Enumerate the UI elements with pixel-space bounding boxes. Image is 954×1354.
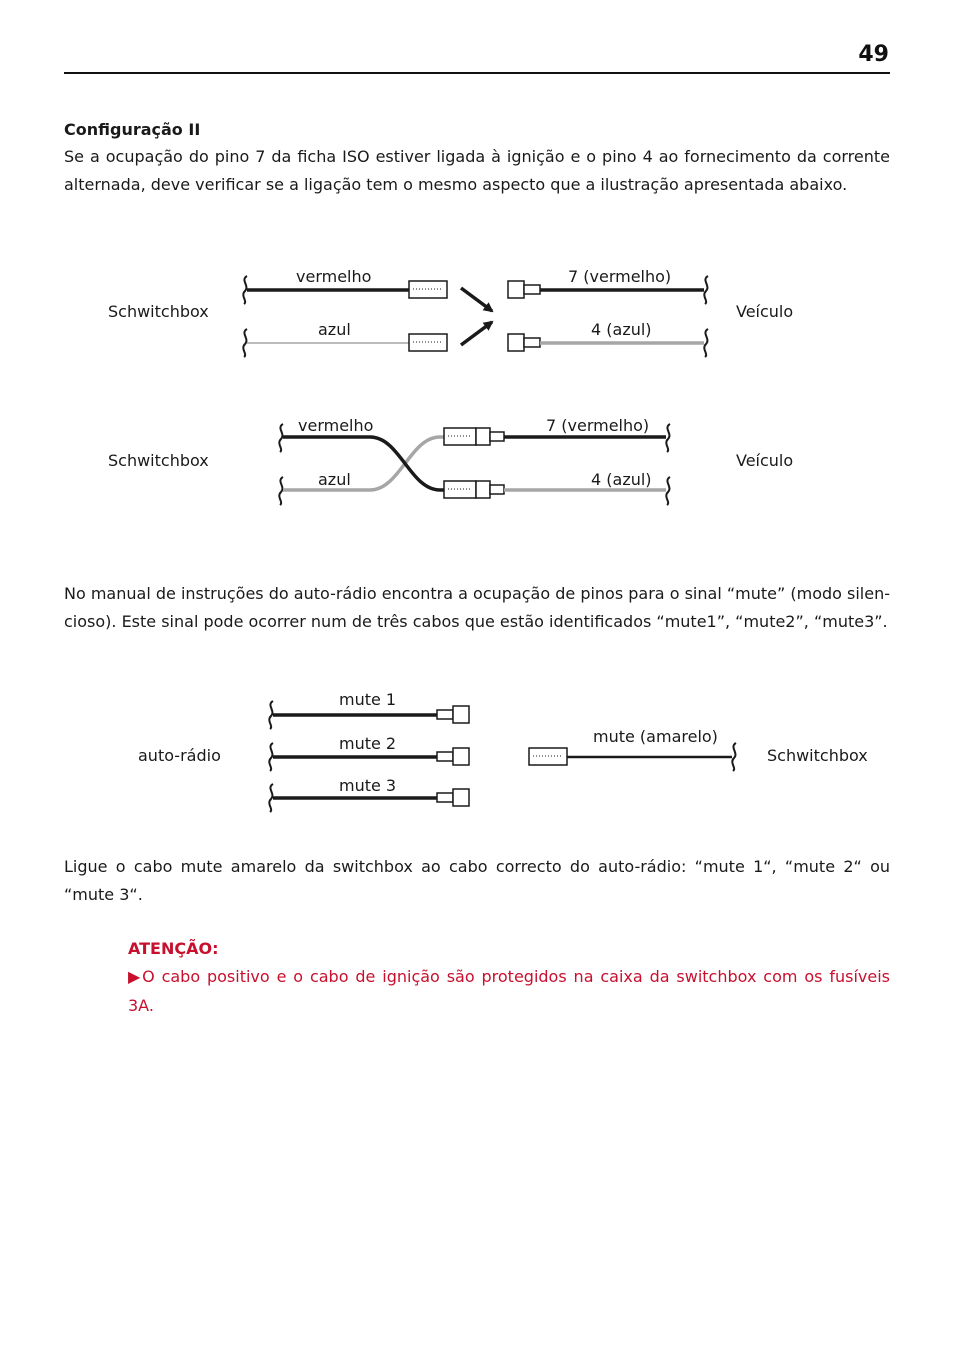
diagram-1 — [108, 267, 793, 357]
section-heading: Configuração II — [64, 120, 201, 139]
d2-connector-pin — [490, 432, 504, 441]
d1-arrow-up-icon — [461, 322, 492, 345]
d1-label-4-azul: 4 (azul) — [591, 320, 652, 339]
d1-wire-break-icon — [704, 329, 708, 357]
d3-left-label: auto-rádio — [138, 746, 221, 765]
d1-connector-pin — [524, 285, 540, 294]
d1-wire-break-icon — [243, 329, 247, 357]
mute-paragraph: No manual de instruções do auto-rádio encontra a ocupação de pinos para o sinal “mute” (modo silen-cioso). Este sinal pode ocorrer num de três cabos que estão identificados “mute1”, “mute2”, “mute3”. — [64, 584, 890, 631]
d2-wire-break-icon — [666, 424, 670, 452]
d1-label-7-vermelho: 7 (vermelho) — [568, 267, 672, 286]
d1-wire-break-icon — [243, 276, 247, 304]
d3-connector-male-icon — [453, 789, 469, 806]
d1-connector-male-icon — [508, 281, 524, 298]
d1-connector-pin — [524, 338, 540, 347]
d3-label-mute-amarelo: mute (amarelo) — [593, 727, 718, 746]
d3-label-mute1: mute 1 — [339, 690, 397, 709]
d3-connector-male-icon — [453, 748, 469, 765]
d2-connector-male — [476, 428, 490, 445]
d2-label-vermelho: vermelho — [298, 416, 374, 435]
d3-label-mute2: mute 2 — [339, 734, 397, 753]
d3-connector-male-icon — [453, 706, 469, 723]
d3-connector-pin — [437, 710, 453, 719]
d3-connector-pin — [437, 752, 453, 761]
d1-connector-male-icon — [508, 334, 524, 351]
d3-wire-break-icon — [732, 743, 736, 771]
diagram-3 — [138, 690, 868, 812]
d3-wire-break-icon — [269, 784, 273, 812]
d1-label-vermelho: vermelho — [296, 267, 372, 286]
page-number: 49 — [858, 42, 889, 67]
warning-body: ▶O cabo positivo e o cabo de ignição são protegidos na caixa da switchbox com os fusíveis 3A. — [128, 967, 890, 1015]
d1-arrow-down-icon — [461, 288, 492, 311]
d3-wire-break-icon — [269, 701, 273, 729]
d3-right-label: Schwitchbox — [767, 746, 868, 765]
intro-paragraph: Se a ocupação do pino 7 da ficha ISO estiver ligada à ignição e o pino 4 ao fornecimento da corrente alternada, deve verificar se a ligação tem o mesmo aspecto que a ilustração apresentada abaixo. — [64, 147, 890, 194]
d1-wire-break-icon — [704, 276, 708, 304]
warning-title: ATENÇÃO: — [128, 939, 219, 958]
d3-connector-pin — [437, 793, 453, 802]
d2-connector-pin — [490, 485, 504, 494]
d3-label-mute3: mute 3 — [339, 776, 397, 795]
connect-paragraph: Ligue o cabo mute amarelo da switchbox ao cabo correcto do auto-rádio: “mute 1“, “mute 2“ ou “mute 3“. — [64, 857, 890, 904]
d2-label-7-vermelho: 7 (vermelho) — [546, 416, 650, 435]
d2-right-label: Veículo — [736, 451, 794, 470]
d2-wire-break-icon — [666, 477, 670, 505]
d2-wire-break-icon — [279, 477, 283, 505]
d1-label-azul: azul — [318, 320, 351, 339]
d2-wire-break-icon — [279, 424, 283, 452]
d2-label-azul: azul — [318, 470, 351, 489]
d2-connector-male — [476, 481, 490, 498]
d1-right-label: Veículo — [736, 302, 794, 321]
d2-label-4-azul: 4 (azul) — [591, 470, 652, 489]
diagram-2 — [108, 416, 793, 505]
d2-left-label: Schwitchbox — [108, 451, 209, 470]
d3-wire-break-icon — [269, 743, 273, 771]
d1-left-label: Schwitchbox — [108, 302, 209, 321]
